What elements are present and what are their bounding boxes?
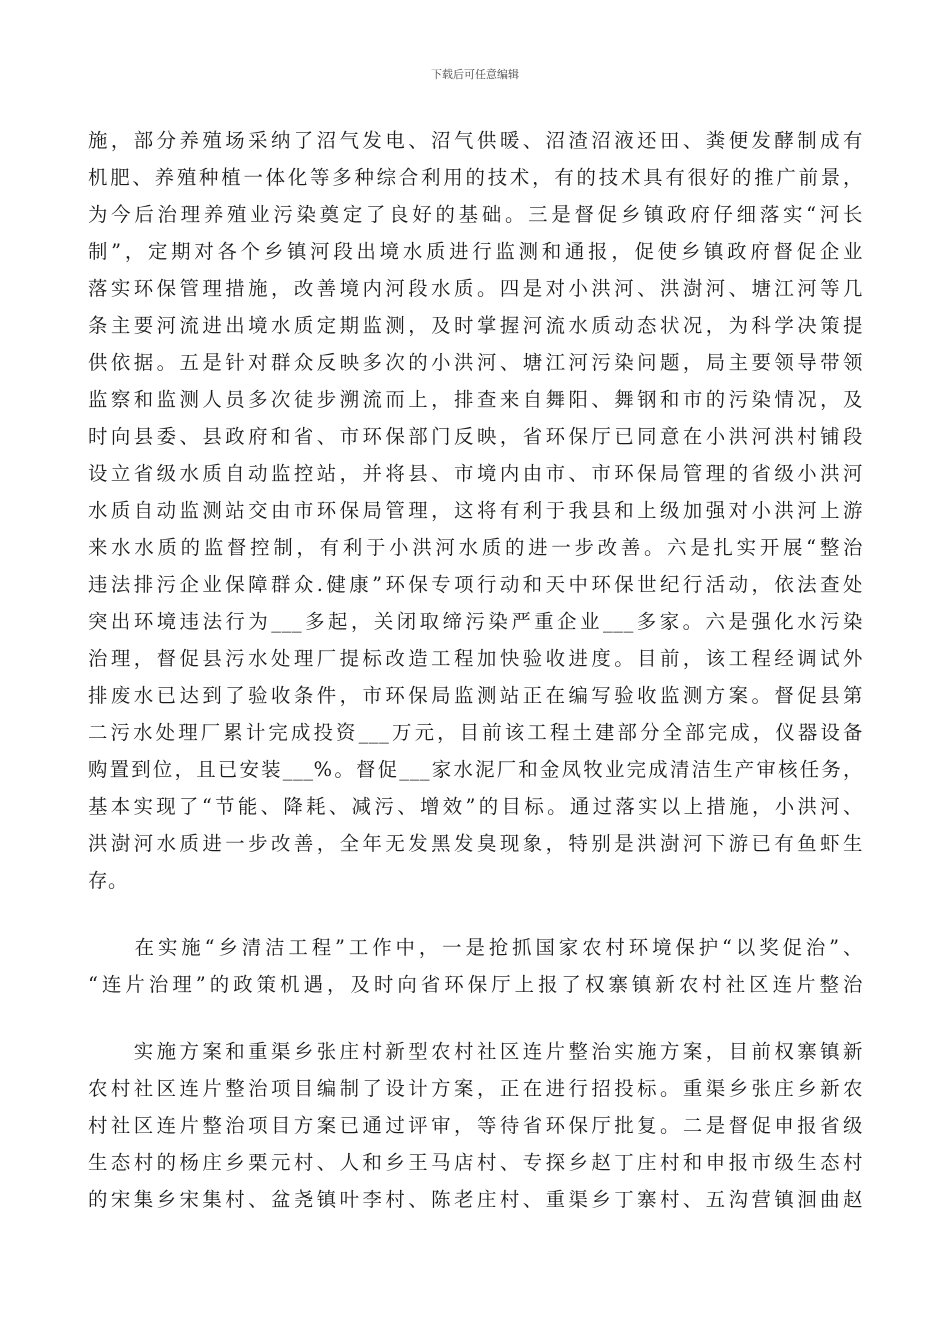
text-line: 农村社区连片整治项目编制了设计方案，正在进行招投标。重渠乡张庄乡新农 — [88, 1077, 863, 1100]
text-line: 供依据。五是针对群众反映多次的小洪河、塘江河污染问题，局主要领导带领 — [88, 351, 863, 374]
text-line: 落实环保管理措施，改善境内河段水质。四是对小洪河、洪澍河、塘江河等几 — [88, 277, 863, 300]
text-line: 条主要河流进出境水质定期监测，及时掌握河流水质动态状况，为科学决策提 — [88, 314, 863, 337]
text-line: 治理，督促县污水处理厂提标改造工程加快验收进度。目前，该工程经调试外 — [88, 647, 863, 670]
text-line: 监察和监测人员多次徒步溯流而上，排查来自舞阳、舞钢和市的污染情况，及 — [88, 388, 863, 411]
text-line: 生态村的杨庄乡栗元村、人和乡王马店村、专探乡赵丁庄村和申报市级生态村 — [88, 1151, 863, 1174]
document-body — [88, 122, 863, 1218]
text-line: 水质自动监测站交由市环保局管理，这将有利于我县和上级加强对小洪河上游 — [88, 499, 863, 522]
text-line: 机肥、养殖种植一体化等多种综合利用的技术，有的技术具有很好的推广前景， — [88, 166, 863, 189]
text-line: 存。 — [88, 869, 128, 892]
paragraph-spacer — [88, 899, 863, 929]
text-line: 的宋集乡宋集村、盆尧镇叶李村、陈老庄村、重渠乡丁寨村、五沟营镇洄曲赵 — [88, 1188, 863, 1211]
text-line: 洪澍河水质进一步改善，全年无发黑发臭现象，特别是洪澍河下游已有鱼虾生 — [88, 832, 863, 855]
paragraph-3 — [88, 1033, 863, 1218]
text-line: 村社区连片整治项目方案已通过评审，等待省环保厅批复。二是督促申报省级 — [88, 1114, 863, 1137]
text-line: 来水水质的监督控制，有利于小洪河水质的进一步改善。六是扎实开展“整治 — [88, 536, 863, 559]
text-line: 在实施“乡清洁工程”工作中，一是抢抓国家农村环境保护“以奖促治”、 — [88, 936, 863, 959]
text-line: 违法排污企业保障群众.健康”环保专项行动和天中环保世纪行活动，依法查处 — [88, 573, 863, 596]
paragraph-spacer — [88, 1003, 863, 1033]
text-line: 制”，定期对各个乡镇河段出境水质进行监测和通报，促使乡镇政府督促企业 — [88, 240, 863, 263]
text-line: 购置到位，且已安装___%。督促___家水泥厂和金凤牧业完成清洁生产审核任务， — [88, 758, 863, 781]
text-line: 时向县委、县政府和省、市环保部门反映，省环保厅已同意在小洪河洪村铺段 — [88, 425, 863, 448]
paragraph-2 — [88, 929, 863, 1003]
text-line: “连片治理”的政策机遇，及时向省环保厅上报了权寨镇新农村社区连片整治 — [88, 973, 863, 996]
text-line: 基本实现了“节能、降耗、减污、增效”的目标。通过落实以上措施，小洪河、 — [88, 795, 863, 818]
text-line: 设立省级水质自动监控站，并将县、市境内由市、市环保局管理的省级小洪河 — [88, 462, 863, 485]
text-line: 施，部分养殖场采纳了沼气发电、沼气供暖、沼渣沼液还田、粪便发酵制成有 — [88, 129, 863, 152]
page-header: 下载后可任意编辑 — [431, 68, 519, 81]
text-line: 实施方案和重渠乡张庄村新型农村社区连片整治实施方案，目前权寨镇新 — [88, 1040, 863, 1063]
text-line: 二污水处理厂累计完成投资___万元，目前该工程土建部分全部完成，仪器设备 — [88, 721, 863, 744]
paragraph-1 — [88, 122, 863, 899]
text-line: 突出环境违法行为___多起，关闭取缔污染严重企业___多家。六是强化水污染 — [88, 610, 863, 633]
text-line: 为今后治理养殖业污染奠定了良好的基础。三是督促乡镇政府仔细落实“河长 — [88, 203, 863, 226]
text-line: 排废水已达到了验收条件，市环保局监测站正在编写验收监测方案。督促县第 — [88, 684, 863, 707]
